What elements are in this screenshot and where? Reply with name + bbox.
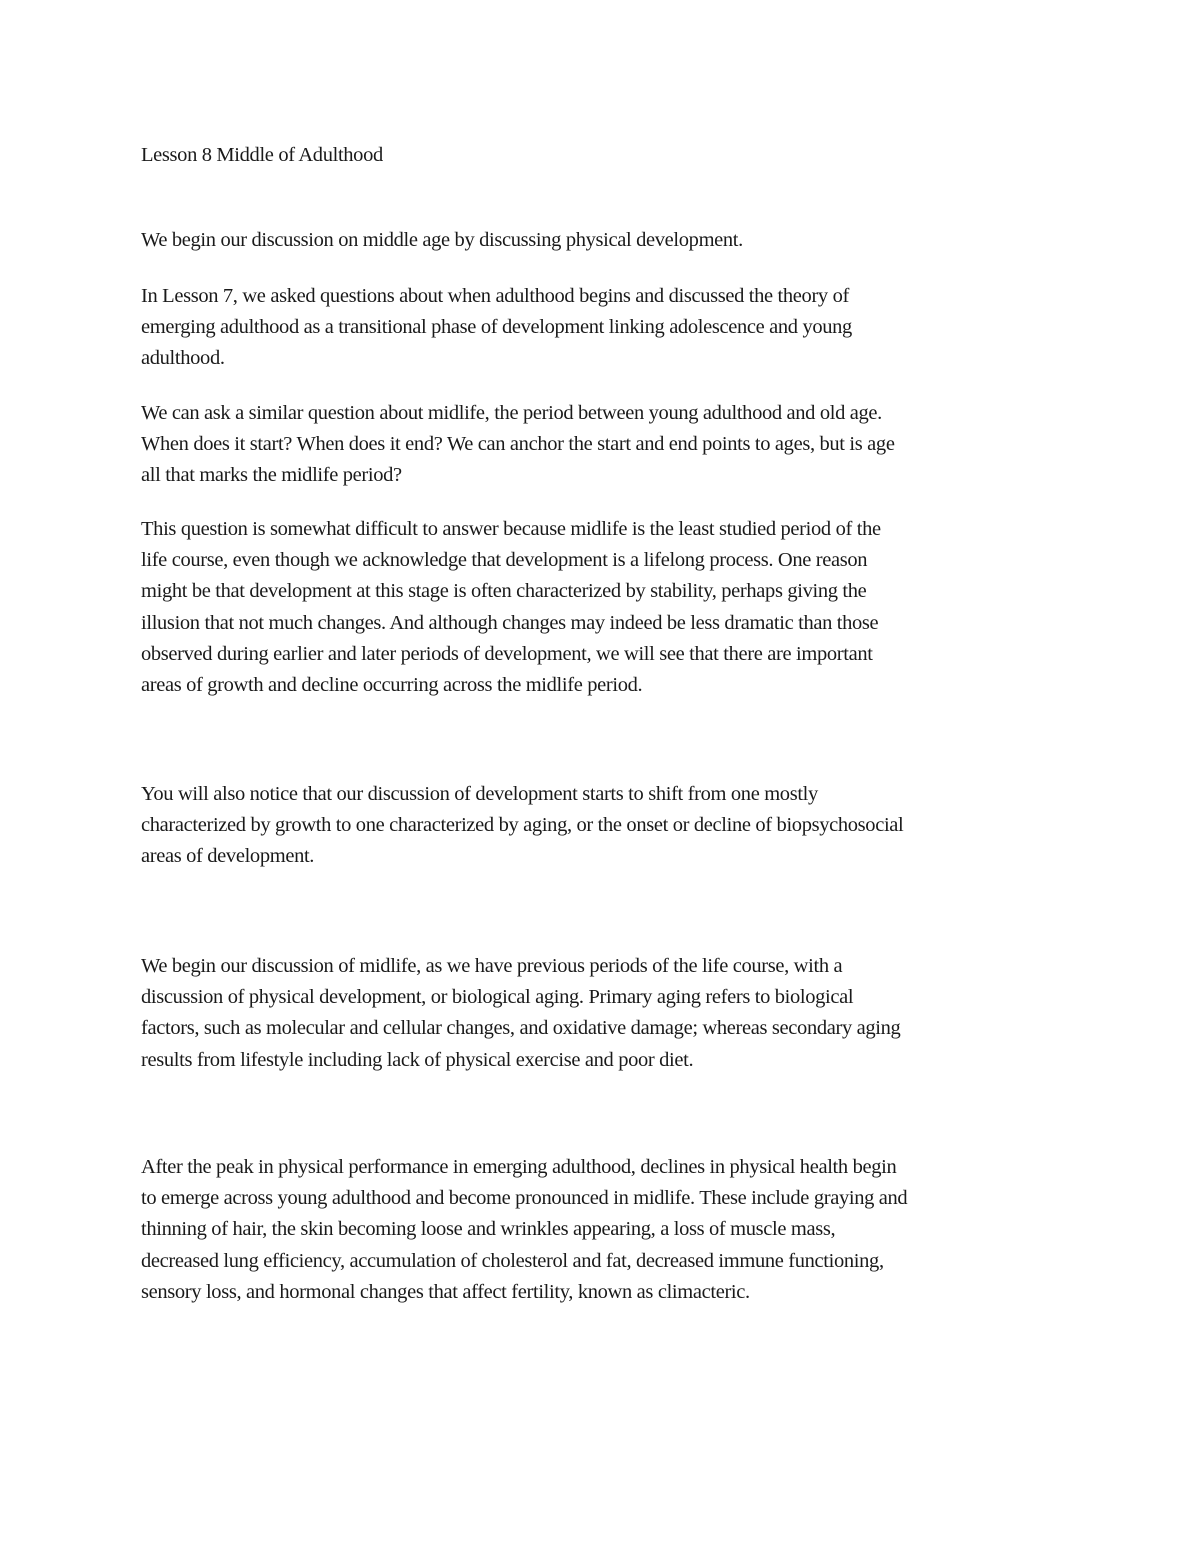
paragraph-line: results from lifestyle including lack of physical exercise and poor diet.: [141, 1048, 694, 1071]
paragraph-line: We begin our discussion on middle age by discussing physical development.: [141, 229, 743, 251]
paragraph-physical-decline: [141, 1152, 1071, 1308]
paragraph-shift-to-aging: [141, 779, 1071, 873]
title-text: Lesson 8 Middle of Adulthood: [141, 144, 383, 166]
paragraph-line: We can ask a similar question about midlife, the period between young adulthood and old age.: [141, 402, 882, 424]
paragraph-line: When does it start? When does it end? We can anchor the start and end points to ages, but is age: [141, 433, 895, 456]
paragraph-line: decreased lung efficiency, accumulation of cholesterol and fat, decreased immune functioning,: [141, 1249, 884, 1272]
paragraph-line: factors, such as molecular and cellular changes, and oxidative damage; whereas secondary aging: [141, 1017, 901, 1040]
paragraph-line: We begin our discussion of midlife, as we have previous periods of the life course, with a: [141, 955, 843, 977]
paragraph-line: might be that development at this stage is often characterized by stability, perhaps giving the: [141, 580, 867, 603]
paragraph-line: You will also notice that our discussion of development starts to shift from one mostly: [141, 783, 818, 805]
paragraph-least-studied: [141, 514, 1071, 701]
paragraph-line: all that marks the midlife period?: [141, 464, 402, 487]
paragraph-primary-secondary-aging: [141, 951, 1071, 1076]
paragraph-lesson-7-recap: [141, 281, 1071, 375]
paragraph-midlife-question: [141, 398, 1071, 492]
paragraph-line: areas of development.: [141, 845, 315, 868]
paragraph-line: emerging adulthood as a transitional phase of development linking adolescence and young: [141, 316, 852, 339]
document-title: [141, 140, 1071, 171]
paragraph-line: This question is somewhat difficult to answer because midlife is the least studied period of the: [141, 518, 881, 540]
paragraph-line: discussion of physical development, or biological aging. Primary aging refers to biological: [141, 986, 854, 1009]
paragraph-line: sensory loss, and hormonal changes that affect fertility, known as climacteric.: [141, 1280, 750, 1303]
paragraph-line: observed during earlier and later periods of development, we will see that there are important: [141, 642, 873, 665]
paragraph-line: to emerge across young adulthood and become pronounced in midlife. These include graying and: [141, 1187, 908, 1210]
paragraph-line: illusion that not much changes. And although changes may indeed be less dramatic than those: [141, 611, 879, 634]
paragraph-line: In Lesson 7, we asked questions about when adulthood begins and discussed the theory of: [141, 285, 849, 307]
paragraph-line: life course, even though we acknowledge that development is a lifelong process. One reason: [141, 549, 868, 572]
paragraph-line: thinning of hair, the skin becoming loose and wrinkles appearing, a loss of muscle mass,: [141, 1218, 836, 1241]
paragraph-line: characterized by growth to one characterized by aging, or the onset or decline of biopsychosocial: [141, 814, 904, 837]
paragraph-intro: [141, 225, 1071, 256]
paragraph-line: After the peak in physical performance in emerging adulthood, declines in physical health begin: [141, 1156, 897, 1178]
paragraph-line: areas of growth and decline occurring across the midlife period.: [141, 674, 643, 697]
paragraph-line: adulthood.: [141, 347, 225, 370]
